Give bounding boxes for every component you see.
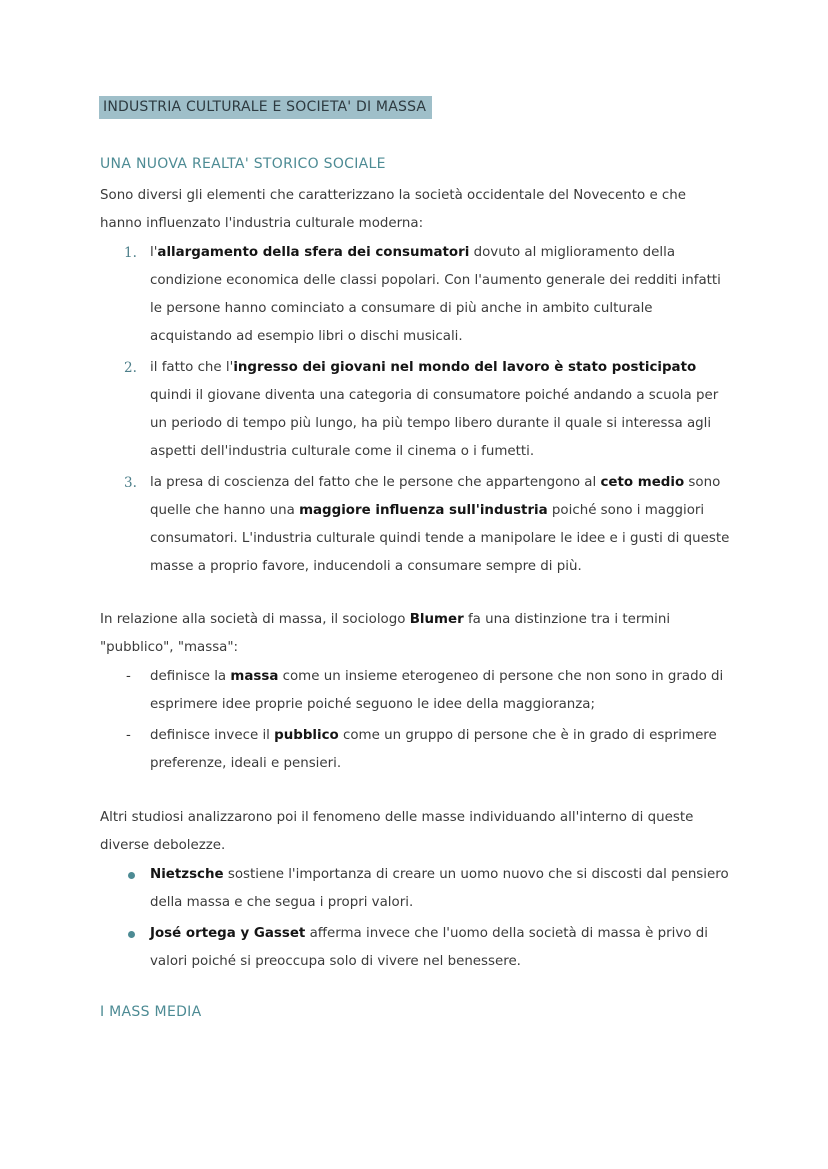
list-number: 1. <box>124 245 137 261</box>
list-item: 3. la presa di coscienza del fatto che le persone che appartengono al ceto medio sono quelle che hanno una maggiore influenza sull'industria poiché sono i maggiori consumatori. L'industria culturale quindi tende a manipolare le idee e i gusti di queste masse a proprio favore, inducendoli a consumare sempre di più. <box>124 469 734 581</box>
key-term: ingresso dei giovani nel mondo del lavoro è stato posticipato <box>233 360 697 375</box>
document-title: INDUSTRIA CULTURALE E SOCIETA' DI MASSA <box>99 96 432 119</box>
list-item: 2. il fatto che l'ingresso dei giovani nel mondo del lavoro è stato posticipato quindi il giovane diventa una categoria di consumatore poiché andando a scuola per un periodo di tempo più lungo, ha più tempo libero durante il quale si interessa agli aspetti dell'industria culturale come il cinema o i fumetti. <box>124 354 734 466</box>
list-item: - definisce invece il pubblico come un gruppo di persone che è in grado di esprimere preferenze, ideali e pensieri. <box>124 722 734 778</box>
bullet-icon <box>128 872 135 879</box>
section-heading-realta: UNA NUOVA REALTA' STORICO SOCIALE <box>100 156 386 172</box>
list-item: José ortega y Gasset afferma invece che l'uomo della società di massa è privo di valori poiché si preoccupa solo di vivere nel benessere. <box>124 920 734 976</box>
elements-list <box>124 239 734 584</box>
studiosi-list <box>124 861 734 979</box>
list-item: - definisce la massa come un insieme eterogeneo di persone che non sono in grado di esprimere idee proprie poiché seguono le idee della maggioranza; <box>124 663 734 719</box>
blumer-paragraph: In relazione alla società di massa, il sociologo Blumer fa una distinzione tra i termini "pubblico", "massa": <box>100 612 671 655</box>
key-term: Blumer <box>409 612 464 627</box>
key-term: maggiore influenza sull'industria <box>299 503 548 518</box>
key-term: massa <box>230 669 279 684</box>
section-heading-mass-media: I MASS MEDIA <box>100 1004 202 1020</box>
blumer-definitions-list <box>124 663 734 781</box>
list-item: Nietzsche sostiene l'importanza di creare un uomo nuovo che si discosti dal pensiero della massa e che segua i propri valori. <box>124 861 734 917</box>
key-term: Nietzsche <box>150 867 224 882</box>
list-item: 1. l'allargamento della sfera dei consumatori dovuto al miglioramento della condizione economica delle classi popolari. Con l'aumento generale dei redditi infatti le persone hanno cominciato a consumare di più anche in ambito culturale acquistando ad esempio libri o dischi musicali. <box>124 239 734 351</box>
key-term: ceto medio <box>600 475 685 490</box>
altri-studiosi-paragraph: Altri studiosi analizzarono poi il fenomeno delle masse individuando all'interno di queste diverse debolezze. <box>100 810 694 853</box>
intro-paragraph: Sono diversi gli elementi che caratterizzano la società occidentale del Novecento e che hanno influenzato l'industria culturale moderna: <box>100 188 687 231</box>
key-term: pubblico <box>274 728 339 743</box>
list-number: 3. <box>124 475 137 491</box>
key-term: José ortega y Gasset <box>150 926 306 941</box>
dash-marker: - <box>126 669 131 684</box>
bullet-icon <box>128 931 135 938</box>
list-number: 2. <box>124 360 137 376</box>
key-term: allargamento della sfera dei consumatori <box>157 245 470 260</box>
dash-marker: - <box>126 728 131 743</box>
